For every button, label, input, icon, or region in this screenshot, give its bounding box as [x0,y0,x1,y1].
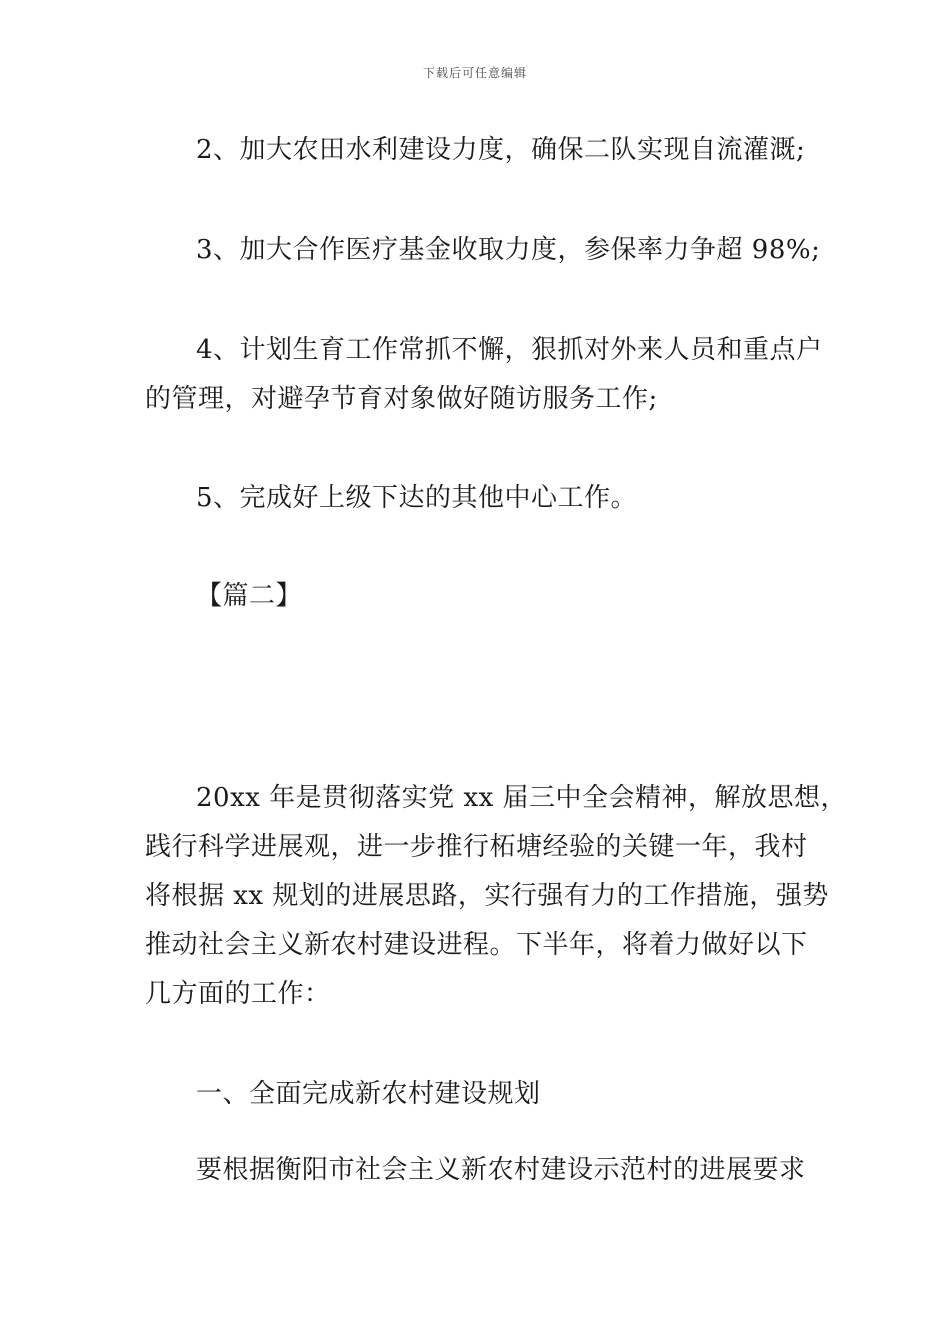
intro-line-4: 推动社会主义新农村建设进程。下半年，将着力做好以下 [145,930,808,960]
intro-line-1: 20xx 年是贯彻落实党 xx 届三中全会精神，解放思想， [196,783,848,813]
intro-line-3: 将根据 xx 规划的进展思路，实行强有力的工作措施，强势 [145,881,829,911]
section-marker: 【篇二】 [196,581,303,611]
page-header: 下载后可任意编辑 [422,66,527,80]
intro-line-5: 几方面的工作： [145,979,331,1009]
item-5: 5、完成好上级下达的其他中心工作。 [196,483,638,513]
intro-line-2: 践行科学进展观，进一步推行柘塘经验的关键一年，我村 [145,832,808,862]
heading-1: 一、全面完成新农村建设规划 [196,1079,541,1109]
item-2: 2、加大农田水利建设力度，确保二队实现自流灌溉; [196,135,806,165]
item-4-line-1: 4、计划生育工作常抓不懈，狠抓对外来人员和重点户 [196,335,823,365]
paragraph-1-line-1: 要根据衡阳市社会主义新农村建设示范村的进展要求 [196,1155,806,1185]
item-3: 3、加大合作医疗基金收取力度，参保率力争超 98%; [196,235,821,265]
item-4-line-2: 的管理，对避孕节育对象做好随访服务工作; [145,384,658,414]
